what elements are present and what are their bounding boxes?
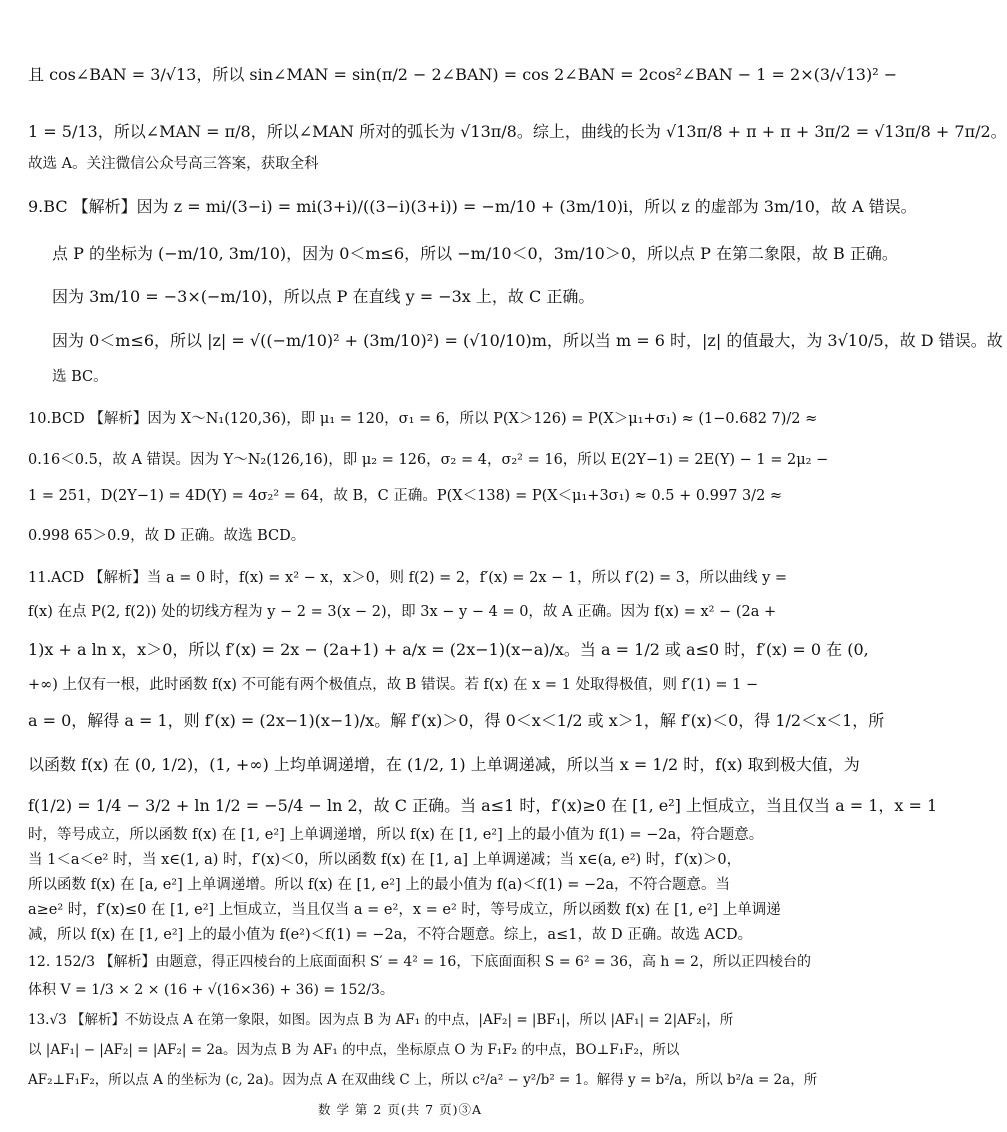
text-line-3: 故选 A。关注微信公众号高三答案，获取全科 bbox=[28, 156, 319, 172]
text-line-9: 10.BCD 【解析】因为 X～N₁(120,36)，即 μ₁ = 120，σ₁ = 6，所以 P(X＞126) = P(X＞μ₁+σ₁) ≈ (1−0.682 7)/2 ≈ bbox=[28, 411, 818, 427]
text-line-24: 减，所以 f(x) 在 [1, e²] 上的最小值为 f(e²)＜f(1) = −2a，不符合题意。综上，a≤1，故 D 正确。故选 ACD。 bbox=[28, 927, 753, 943]
text-line-21: 当 1＜a＜e² 时，当 x∈(1, a) 时，f′(x)＜0，所以函数 f(x) 在 [1, a] 上单调递减；当 x∈(a, e²) 时，f′(x)＞0， bbox=[28, 852, 742, 868]
page-footer: 数 学 第 2 页(共 7 页)③A bbox=[317, 1102, 483, 1117]
text-line-5: 点 P 的坐标为 (−m/10, 3m/10)，因为 0＜m≤6，所以 −m/10＜0，3m/10＞0，所以点 P 在第二象限，故 B 正确。 bbox=[52, 244, 898, 263]
text-line-22: 所以函数 f(x) 在 [a, e²] 上单调递增。所以 f(x) 在 [1, e²] 上的最小值为 f(a)＜f(1) = −2a，不符合题意。当 bbox=[28, 877, 731, 893]
text-line-29: AF₂⊥F₁F₂，所以点 A 的坐标为 (c, 2a)。因为点 A 在双曲线 C 上，所以 c²/a² − y²/b² = 1。解得 y = b²/a，所以 b²/a = 2a，所 bbox=[28, 1072, 818, 1088]
text-line-20: 时，等号成立，所以函数 f(x) 在 [1, e²] 上单调递增，所以 f(x) 在 [1, e²] 上的最小值为 f(1) = −2a，符合题意。 bbox=[28, 827, 764, 843]
text-line-4: 9.BC 【解析】因为 z = mi/(3−i) = mi(3+i)/((3−i)(3+i)) = −m/10 + (3m/10)i，所以 z 的虚部为 3m/10，故 A 错误。 bbox=[28, 197, 917, 216]
text-line-19: f(1/2) = 1/4 − 3/2 + ln 1/2 = −5/4 − ln 2，故 C 正确。当 a≤1 时，f′(x)≥0 在 [1, e²] 上恒成立，当且仅当 a = 1，x = 1 bbox=[28, 796, 938, 815]
text-line-13: 11.ACD 【解析】当 a = 0 时，f(x) = x² − x，x＞0，则 f(2) = 2，f′(x) = 2x − 1，所以 f′(2) = 3，所以曲线 y = bbox=[28, 570, 788, 586]
text-line-6: 因为 3m/10 = −3×(−m/10)，所以点 P 在直线 y = −3x 上，故 C 正确。 bbox=[52, 287, 595, 306]
text-line-26: 体积 V = 1/3 × 2 × (16 + √(16×36) + 36) = 152/3。 bbox=[28, 982, 394, 998]
text-line-11: 1 = 251，D(2Y−1) = 4D(Y) = 4σ₂² = 64，故 B，C 正确。P(X＜138) = P(X＜μ₁+3σ₁) ≈ 0.5 + 0.997 3/2 ≈ bbox=[28, 488, 783, 504]
text-line-10: 0.16＜0.5，故 A 错误。因为 Y～N₂(126,16)，即 μ₂ = 126，σ₂ = 4，σ₂² = 16，所以 E(2Y−1) = 2E(Y) − 1 = 2μ₂ − bbox=[28, 452, 829, 468]
text-line-28: 以 |AF₁| − |AF₂| = |AF₂| = 2a。因为点 B 为 AF₁ 的中点，坐标原点 O 为 F₁F₂ 的中点，BO⊥F₁F₂，所以 bbox=[28, 1042, 680, 1058]
text-line-15: 1)x + a ln x，x＞0，所以 f′(x) = 2x − (2a+1) + a/x = (2x−1)(x−a)/x。当 a = 1/2 或 a≤0 时，f′(x) = 0 在 (0, bbox=[28, 640, 869, 659]
text-line-17: a = 0，解得 a = 1，则 f′(x) = (2x−1)(x−1)/x。解 f′(x)＞0，得 0＜x＜1/2 或 x＞1，解 f′(x)＜0，得 1/2＜x＜1，所 bbox=[28, 711, 885, 730]
text-line-2: 1 = 5/13，所以∠MAN = π/8，所以∠MAN 所对的弧长为 √13π/8。综上，曲线的长为 √13π/8 + π + π + 3π/2 = √13π/8 + 7π/2。 bbox=[28, 122, 1007, 141]
text-line-8: 选 BC。 bbox=[52, 369, 108, 385]
text-line-27: 13.√3 【解析】不妨设点 A 在第一象限，如图。因为点 B 为 AF₁ 的中点，|AF₂| = |BF₁|，所以 |AF₁| = 2|AF₂|，所 bbox=[28, 1012, 734, 1028]
text-line-7: 因为 0＜m≤6，所以 |z| = √((−m/10)² + (3m/10)²) = (√10/10)m，所以当 m = 6 时，|z| 的值最大，为 3√10/5，故 D 错误。故 bbox=[52, 331, 1003, 350]
text-line-23: a≥e² 时，f′(x)≤0 在 [1, e²] 上恒成立，当且仅当 a = e²，x = e² 时，等号成立，所以函数 f(x) 在 [1, e²] 上单调递 bbox=[28, 902, 781, 918]
text-line-14: f(x) 在点 P(2, f(2)) 处的切线方程为 y − 2 = 3(x − 2)，即 3x − y − 4 = 0，故 A 正确。因为 f(x) = x² − (2a + bbox=[28, 604, 777, 620]
text-line-18: 以函数 f(x) 在 (0, 1/2)，(1, +∞) 上均单调递增，在 (1/2, 1) 上单调递减，所以当 x = 1/2 时，f(x) 取到极大值，为 bbox=[28, 755, 860, 774]
text-line-12: 0.998 65＞0.9，故 D 正确。故选 BCD。 bbox=[28, 528, 306, 544]
text-line-1: 且 cos∠BAN = 3/√13，所以 sin∠MAN = sin(π/2 − 2∠BAN) = cos 2∠BAN = 2cos²∠BAN − 1 = 2×(3/√13)² − bbox=[28, 65, 898, 84]
text-line-16: +∞) 上仅有一根，此时函数 f(x) 不可能有两个极值点，故 B 错误。若 f(x) 在 x = 1 处取得极值，则 f′(1) = 1 − bbox=[28, 677, 759, 693]
text-line-25: 12. 152/3 【解析】由题意，得正四棱台的上底面面积 S′ = 4² = 16，下底面面积 S = 6² = 36，高 h = 2，所以正四棱台的 bbox=[28, 954, 811, 970]
